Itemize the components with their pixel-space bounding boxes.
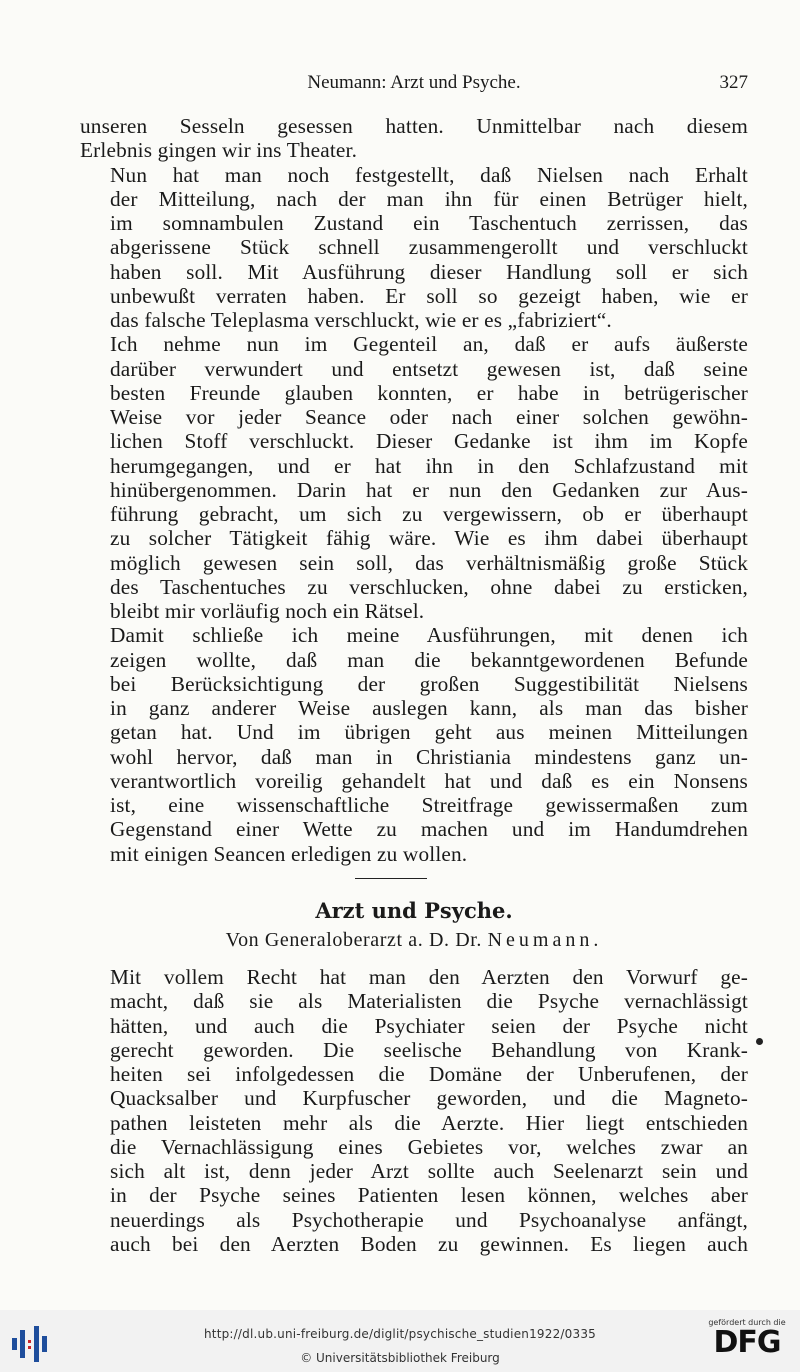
text-line: ist, eine wissenschaftliche Streitfrage gewissermaßen zum <box>110 793 748 817</box>
text-line: in ganz anderer Weise auslegen kann, als man das bisher <box>110 696 748 720</box>
text-line: hätten, und auch die Psychiater seien der Psyche nicht <box>110 1013 748 1038</box>
text-line: Nun hat man noch festgestellt, daß Nielsen nach Erhalt <box>110 162 748 187</box>
text-line: bei Berücksichtigung der großen Suggestibilität Nielsens <box>110 671 748 696</box>
byline-author: Neumann. <box>487 929 603 951</box>
text-line: die Vernachlässigung eines Gebietes vor, welches zwar an <box>110 1134 748 1159</box>
text-line: Weise vor jeder Seance oder nach einer solchen gewöhn- <box>110 405 748 429</box>
paragraph <box>80 623 748 866</box>
text-line: hinübergenommen. Darin hat er nun den Gedanken zur Aus- <box>110 477 748 502</box>
text-line: darüber verwundert und entsetzt gewesen ist, daß seine <box>110 356 748 381</box>
text-line: heiten sei infolgedessen die Domäne der Unberufenen, der <box>110 1062 748 1086</box>
text-line: im somnambulen Zustand ein Taschentuch zerrissen, das <box>110 211 748 235</box>
text-line: unseren Sesseln gesessen hatten. Unmittelbar nach diesem <box>80 114 748 138</box>
text-line: das falsche Teleplasma verschluckt, wie er es „fabriziert“. <box>110 308 612 332</box>
paragraph <box>80 163 748 333</box>
running-title: Neumann: Arzt und Psyche. <box>307 72 521 93</box>
article-byline <box>80 929 748 952</box>
text-line: zu solcher Tätigkeit fähig wäre. Wie es ihm dabei überhaupt <box>110 526 748 551</box>
source-url-link[interactable]: http://dl.ub.uni-freiburg.de/diglit/psychische_studien1922/0335 <box>203 1327 597 1341</box>
text-line: neuerdings als Psychotherapie und Psychoanalyse anfängt, <box>110 1207 748 1232</box>
text-line: besten Freunde glauben konnten, er habe in betrügerischer <box>110 380 748 405</box>
byline-prefix: Von Generaloberarzt a. D. Dr. <box>225 929 482 951</box>
dfg-logo <box>702 1318 792 1368</box>
text-line: möglich gewesen sein soll, das verhältnismäßig große Stück <box>110 550 748 575</box>
text-line: abgerissene Stück schnell zusammengerollt und verschluckt <box>110 235 748 260</box>
text-line: bleibt mir vorläufig noch ein Rätsel. <box>110 599 425 623</box>
copyright-notice: © Universitätsbibliothek Freiburg <box>300 1351 500 1365</box>
text-line: Gegenstand einer Wette zu machen und im Handumdrehen <box>110 817 748 842</box>
text-line: Erlebnis gingen wir ins Theater. <box>80 138 358 163</box>
text-line: unbewußt verraten haben. Er soll so gezeigt haben, wie er <box>110 283 748 308</box>
paragraph <box>80 114 748 163</box>
text-line: sich alt ist, denn jeder Arzt sollte auch Seelenarzt sein und <box>110 1159 748 1183</box>
text-line: wohl hervor, daß man in Christiania mindestens ganz un- <box>110 744 748 769</box>
text-line: verantwortlich voreilig gehandelt hat und daß es ein Nonsens <box>110 768 748 793</box>
text-line: auch bei den Aerzten Boden zu gewinnen. Es liegen auch <box>110 1231 748 1256</box>
text-line: Quacksalber und Kurpfuscher geworden, und die Magneto- <box>110 1086 748 1111</box>
text-line: des Taschentuches zu verschlucken, ohne dabei zu ersticken, <box>110 574 748 599</box>
text-line: haben soll. Mit Ausführung dieser Handlung soll er sich <box>110 259 748 284</box>
text-line: gerecht geworden. Die seelische Behandlung von Krank- <box>110 1037 748 1062</box>
text-line: zeigen wollte, daß man die bekanntgewordenen Befunde <box>110 647 748 672</box>
paragraph <box>80 965 748 1256</box>
text-line: der Mitteilung, nach der man ihn für einen Betrüger hielt, <box>110 186 748 211</box>
page-number: 327 <box>719 72 748 93</box>
text-line: pathen leisteten mehr als die Aerzte. Hier liegt entschieden <box>110 1110 748 1135</box>
text-line: Ich nehme nun im Gegenteil an, daß er aufs äußerste <box>110 332 748 357</box>
running-head <box>80 72 748 100</box>
text-line: mit einigen Seancen erledigen zu wollen. <box>110 841 468 866</box>
dfg-mark: DFG <box>713 1325 781 1360</box>
article-title: Arzt und Psyche. <box>315 898 513 923</box>
section-1-text <box>80 114 748 866</box>
text-line: Mit vollem Recht hat man den Aerzten den Vorwurf ge- <box>110 965 748 989</box>
paragraph <box>80 332 748 623</box>
section-divider <box>355 878 427 879</box>
text-line: Damit schließe ich meine Ausführungen, mit denen ich <box>110 623 748 648</box>
text-line: macht, daß sie als Materialisten die Psyche vernachlässigt <box>110 989 748 1014</box>
text-line: in der Psyche seines Patienten lesen können, welches aber <box>110 1183 748 1208</box>
text-line: getan hat. Und im übrigen geht aus meinen Mitteilungen <box>110 720 748 745</box>
text-line: herumgegangen, und er hat ihn in den Schlafzustand mit <box>110 453 748 478</box>
section-2-text <box>80 965 748 1256</box>
text-line: führung gebracht, um sich zu vergewissern, ob er überhaupt <box>110 502 748 526</box>
margin-mark <box>756 1038 763 1045</box>
dfg-caption: gefördert durch die <box>708 1318 786 1327</box>
viewer-footer <box>0 1310 800 1372</box>
text-line: lichen Stoff verschluckt. Dieser Gedanke ist ihm im Kopfe <box>110 429 748 454</box>
